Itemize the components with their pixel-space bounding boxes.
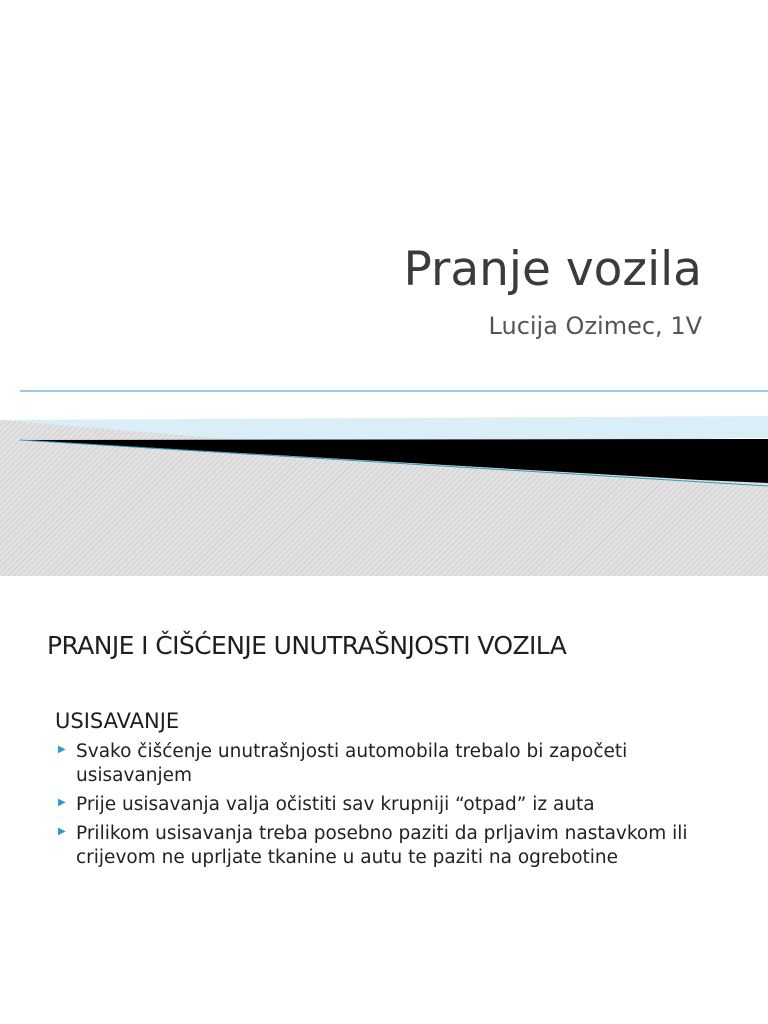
slide-subtitle: Lucija Ozimec, 1V xyxy=(488,312,702,340)
triangle-right-icon: ▶ xyxy=(58,797,66,808)
list-item xyxy=(55,740,735,788)
slide-title: Pranje vozila xyxy=(403,242,702,297)
slide-title: PRANJE I ČIŠĆENJE UNUTRAŠNJOSTI VOZILA xyxy=(47,631,567,660)
list-item-text: Prilikom usisavanja treba posebno paziti da prljavim nastavkom ili crijevom ne uprljate tkanine u autu te paziti na ogrebotine xyxy=(76,823,688,868)
content-slide xyxy=(0,588,768,1024)
decorative-bands xyxy=(0,380,768,576)
section-heading: USISAVANJE xyxy=(55,709,180,733)
list-item-text: Svako čišćenje unutrašnjosti automobila trebalo bi započeti usisavanjem xyxy=(76,741,628,786)
triangle-right-icon: ▶ xyxy=(58,826,66,837)
list-item xyxy=(55,822,735,870)
list-item-text: Prije usisavanja valja očistiti sav krupniji “otpad” iz auta xyxy=(76,794,595,815)
list-item xyxy=(55,793,735,817)
triangle-right-icon: ▶ xyxy=(58,744,66,755)
bullet-list xyxy=(55,740,735,875)
